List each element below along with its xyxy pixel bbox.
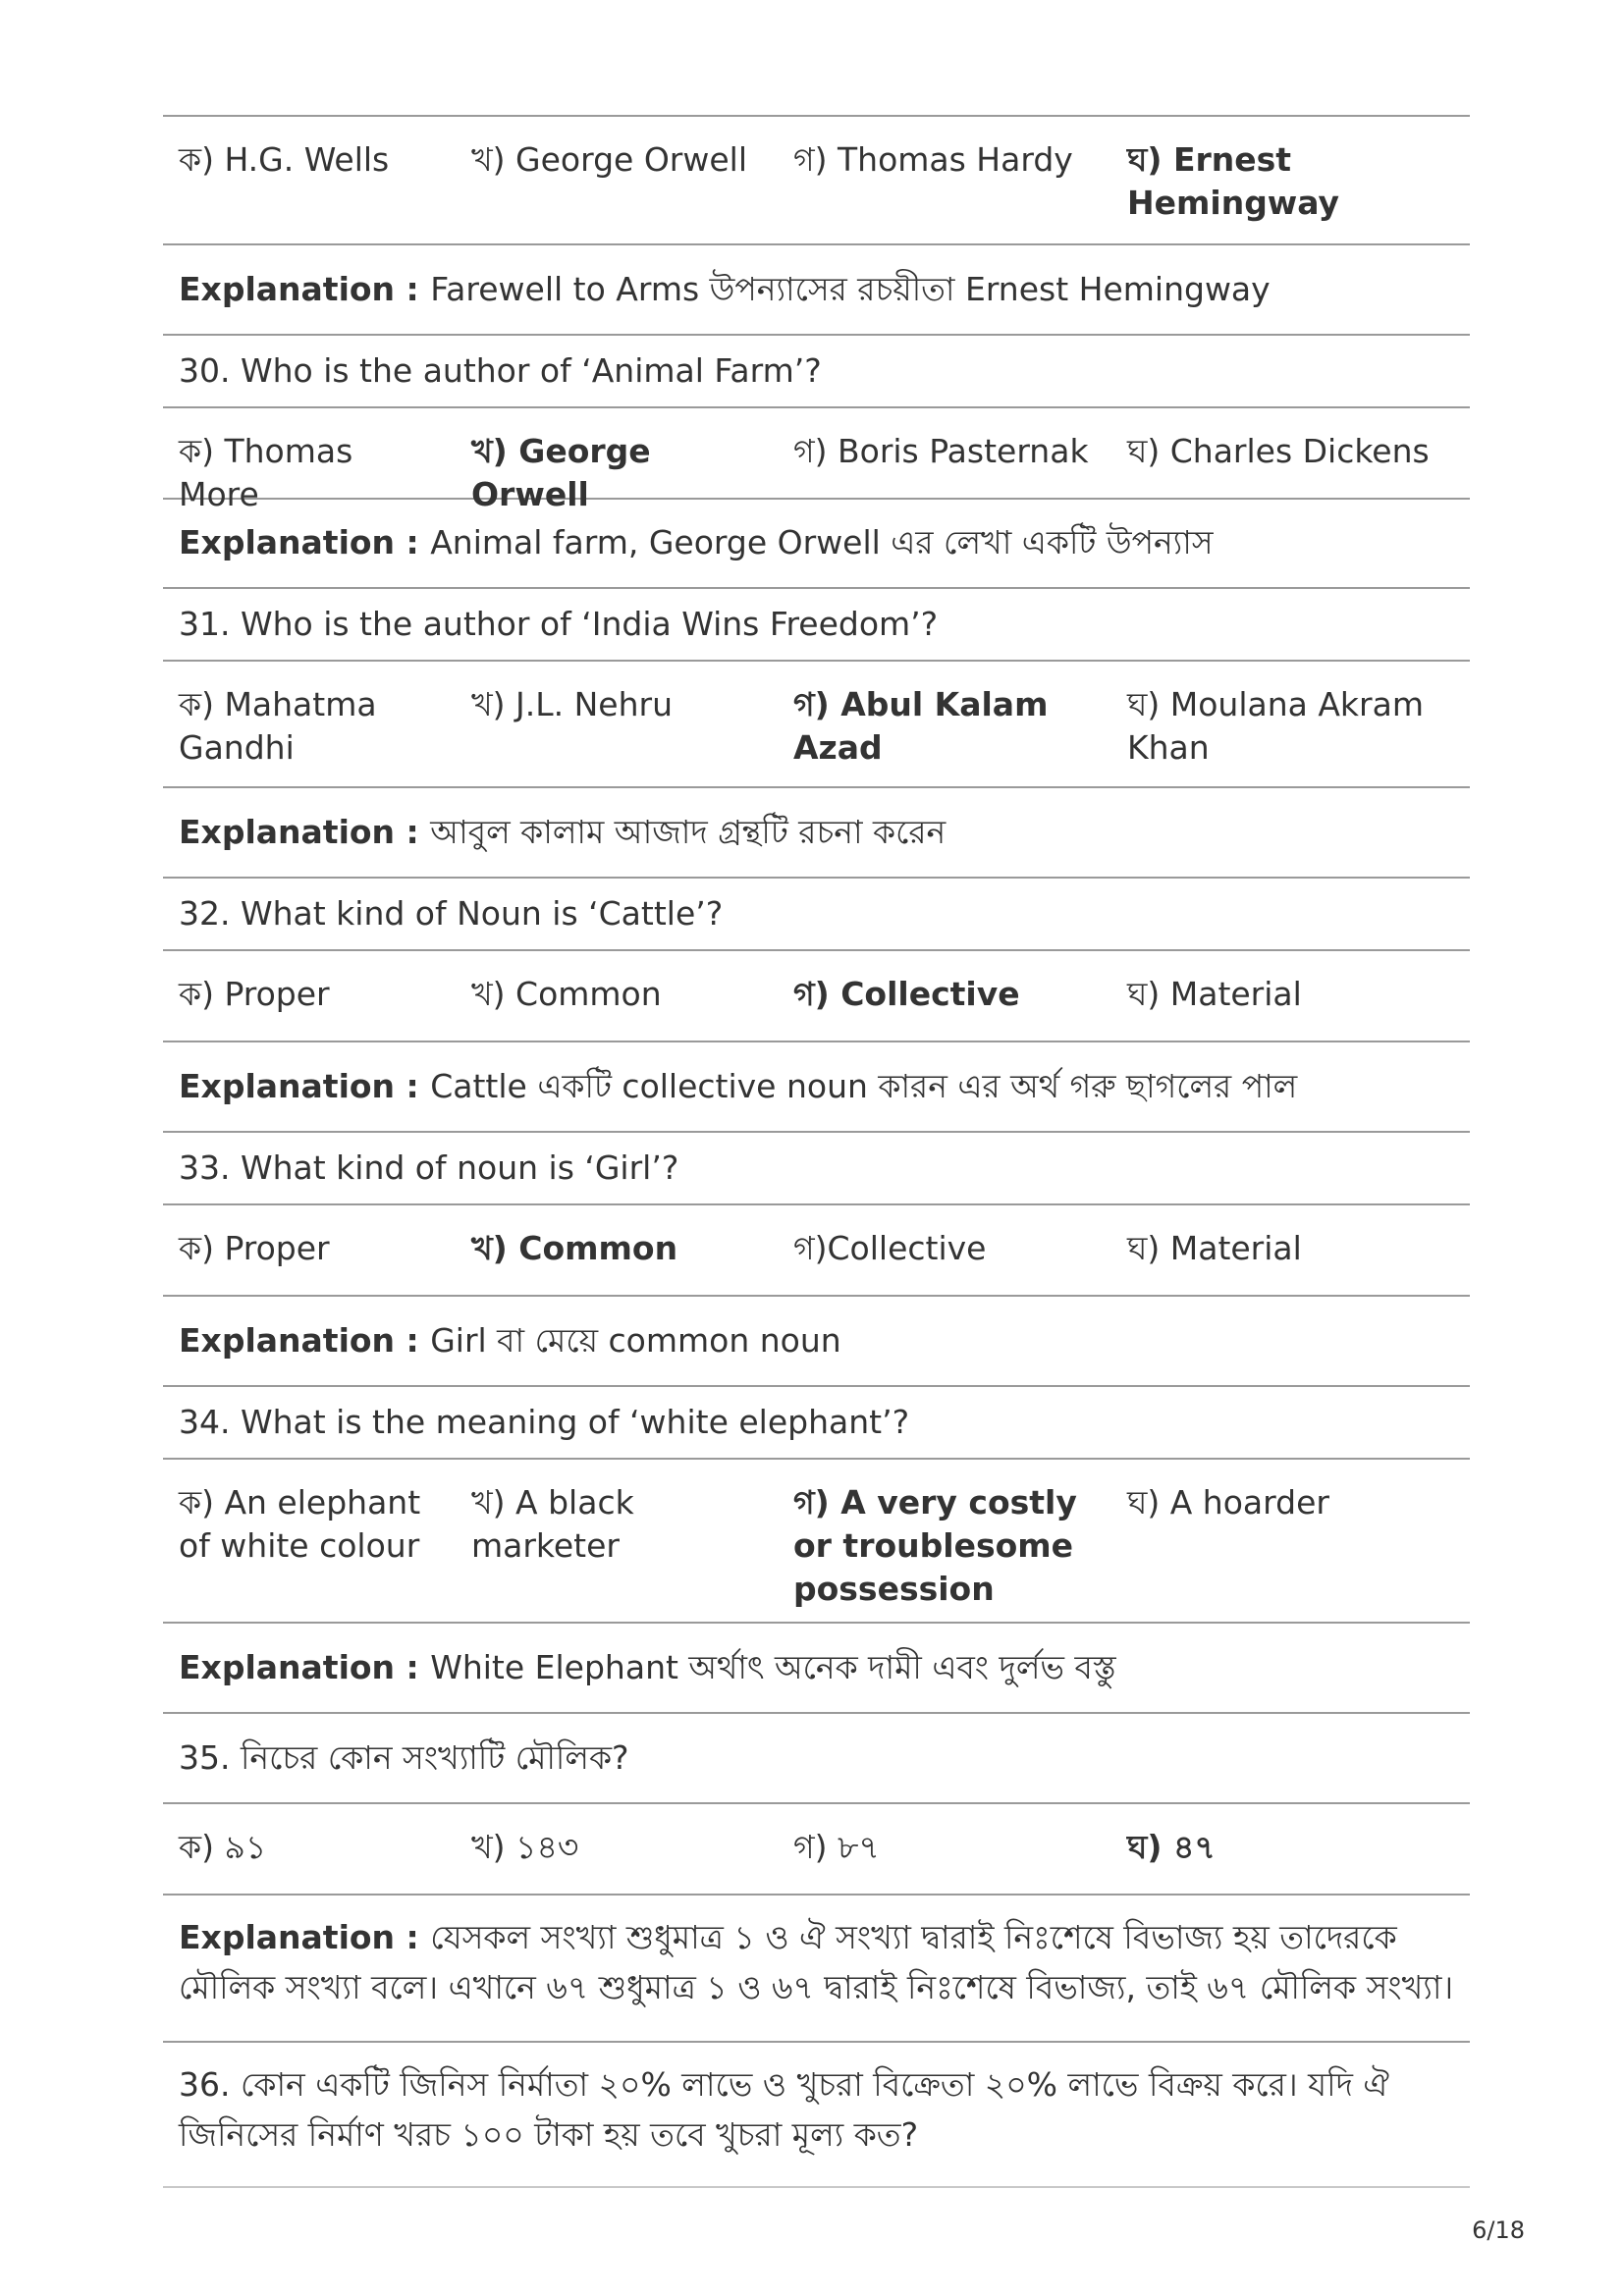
q31-question: 31. Who is the author of ‘India Wins Freedom’? xyxy=(179,604,939,643)
q33-question: 33. What kind of noun is ‘Girl’? xyxy=(179,1148,679,1187)
q30-question-row xyxy=(163,334,1470,406)
q33-explanation-row xyxy=(163,1295,1470,1385)
q33-option-kha-correct: খ) Common xyxy=(471,1229,678,1267)
q30-explanation-row xyxy=(163,498,1470,587)
q35-explanation-row xyxy=(163,1894,1470,2041)
q35-option-ka: ক) ৯১ xyxy=(179,1828,267,1866)
q29-options-row xyxy=(163,115,1470,243)
q32-option-kha: খ) Common xyxy=(471,975,662,1013)
q33-option-gha: ঘ) Material xyxy=(1127,1229,1302,1267)
q30-question: 30. Who is the author of ‘Animal Farm’? xyxy=(179,350,822,390)
q31-options-row xyxy=(163,660,1470,786)
q34-option-ga-correct: গ) A very costly or troublesome possession xyxy=(793,1483,1077,1608)
explanation-label: Explanation : xyxy=(179,1066,431,1105)
q30-options-row xyxy=(163,406,1470,513)
q31-option-gha: ঘ) Moulana Akram Khan xyxy=(1127,685,1424,767)
q29-option-ka: ক) H.G. Wells xyxy=(179,140,390,179)
q34-question-row xyxy=(163,1385,1470,1458)
q32-option-ka: ক) Proper xyxy=(179,975,330,1013)
q34-explanation: White Elephant অর্থাৎ অনেক দামী এবং দুর্লভ বস্তু xyxy=(430,1647,1116,1686)
q30-option-gha: ঘ) Charles Dickens xyxy=(1127,432,1430,470)
q36-question-row xyxy=(163,2041,1470,2188)
q33-option-ka: ক) Proper xyxy=(179,1229,330,1267)
q35-question-row xyxy=(163,1712,1470,1802)
explanation-label: Explanation : xyxy=(179,1320,431,1360)
q34-options-row xyxy=(163,1458,1470,1622)
q31-explanation-row xyxy=(163,786,1470,877)
q32-explanation-row xyxy=(163,1041,1470,1131)
explanation-label: Explanation : xyxy=(179,523,431,562)
q32-options-row xyxy=(163,949,1470,1041)
q32-explanation: Cattle একটি collective noun কারন এর অর্থ গরু ছাগলের পাল xyxy=(430,1066,1298,1105)
q31-option-kha: খ) J.L. Nehru xyxy=(471,685,674,723)
q36-question: 36. কোন একটি জিনিস নির্মাতা ২০% লাভে ও খুচরা বিক্রেতা ২০% লাভে বিক্রয় করে। যদি ঐ জিনিসের নির্মাণ খরচ ১০০ টাকা হয় তবে খুচরা মূল্য কত? xyxy=(179,2065,1389,2155)
q32-question-row xyxy=(163,877,1470,949)
explanation-label: Explanation : xyxy=(179,812,431,851)
q34-option-ka: ক) An elephant of white colour xyxy=(179,1483,421,1565)
q31-option-ka: ক) Mahatma Gandhi xyxy=(179,685,377,767)
q35-option-ga: গ) ৮৭ xyxy=(793,1828,880,1866)
q35-option-kha: খ) ১৪৩ xyxy=(471,1828,579,1866)
q29-option-gha-correct: ঘ) Ernest Hemingway xyxy=(1127,140,1340,222)
q34-option-kha: খ) A black marketer xyxy=(471,1483,634,1565)
q30-explanation: Animal farm, George Orwell এর লেখা একটি উপন্যাস xyxy=(430,523,1214,562)
explanation-label: Explanation : xyxy=(179,269,431,308)
q35-option-gha-correct: ঘ) ৪৭ xyxy=(1127,1828,1216,1866)
q33-question-row xyxy=(163,1131,1470,1203)
q35-options-row xyxy=(163,1802,1470,1894)
page-number: 6/18 xyxy=(1472,2216,1525,2244)
q29-explanation: Farewell to Arms উপন্যাসের রচয়ীতা Ernest Hemingway xyxy=(430,269,1271,308)
q31-explanation: আবুল কালাম আজাদ গ্রন্থটি রচনা করেন xyxy=(430,812,947,851)
q34-explanation-row xyxy=(163,1622,1470,1712)
explanation-label: Explanation : xyxy=(179,1647,431,1686)
explanation-label: Explanation : xyxy=(179,1918,431,1956)
q30-option-ga: গ) Boris Pasternak xyxy=(793,432,1089,470)
q30-option-kha-correct: খ) George Orwell xyxy=(471,432,651,513)
mcq-table xyxy=(163,115,1470,2188)
q34-question: 34. What is the meaning of ‘white elephant’? xyxy=(179,1402,910,1441)
q32-option-ga-correct: গ) Collective xyxy=(793,975,1020,1013)
q29-option-ga: গ) Thomas Hardy xyxy=(793,140,1073,179)
q33-explanation: Girl বা মেয়ে common noun xyxy=(430,1320,841,1360)
q35-question: 35. নিচের কোন সংখ্যাটি মৌলিক? xyxy=(179,1737,629,1777)
q30-option-ka: ক) Thomas More xyxy=(179,432,353,513)
q29-option-kha: খ) George Orwell xyxy=(471,140,747,179)
q32-question: 32. What kind of Noun is ‘Cattle’? xyxy=(179,893,724,933)
q31-option-ga-correct: গ) Abul Kalam Azad xyxy=(793,685,1049,767)
q35-explanation: যেসকল সংখ্যা শুধুমাত্র ১ ও ঐ সংখ্যা দ্বারাই নিঃশেষে বিভাজ্য হয় তাদেরকে মৌলিক সংখ্যা বলে। এখানে ৬৭ শুধুমাত্র ১ ও ৬৭ দ্বারাই নিঃশেষে বিভাজ্য, তাই ৬৭ মৌলিক সংখ্যা। xyxy=(179,1918,1454,2007)
q29-explanation-row xyxy=(163,243,1470,334)
q32-option-gha: ঘ) Material xyxy=(1127,975,1302,1013)
q31-question-row xyxy=(163,587,1470,660)
q34-option-gha: ঘ) A hoarder xyxy=(1127,1483,1329,1522)
q33-options-row xyxy=(163,1203,1470,1295)
q33-option-ga: গ)Collective xyxy=(793,1229,987,1267)
